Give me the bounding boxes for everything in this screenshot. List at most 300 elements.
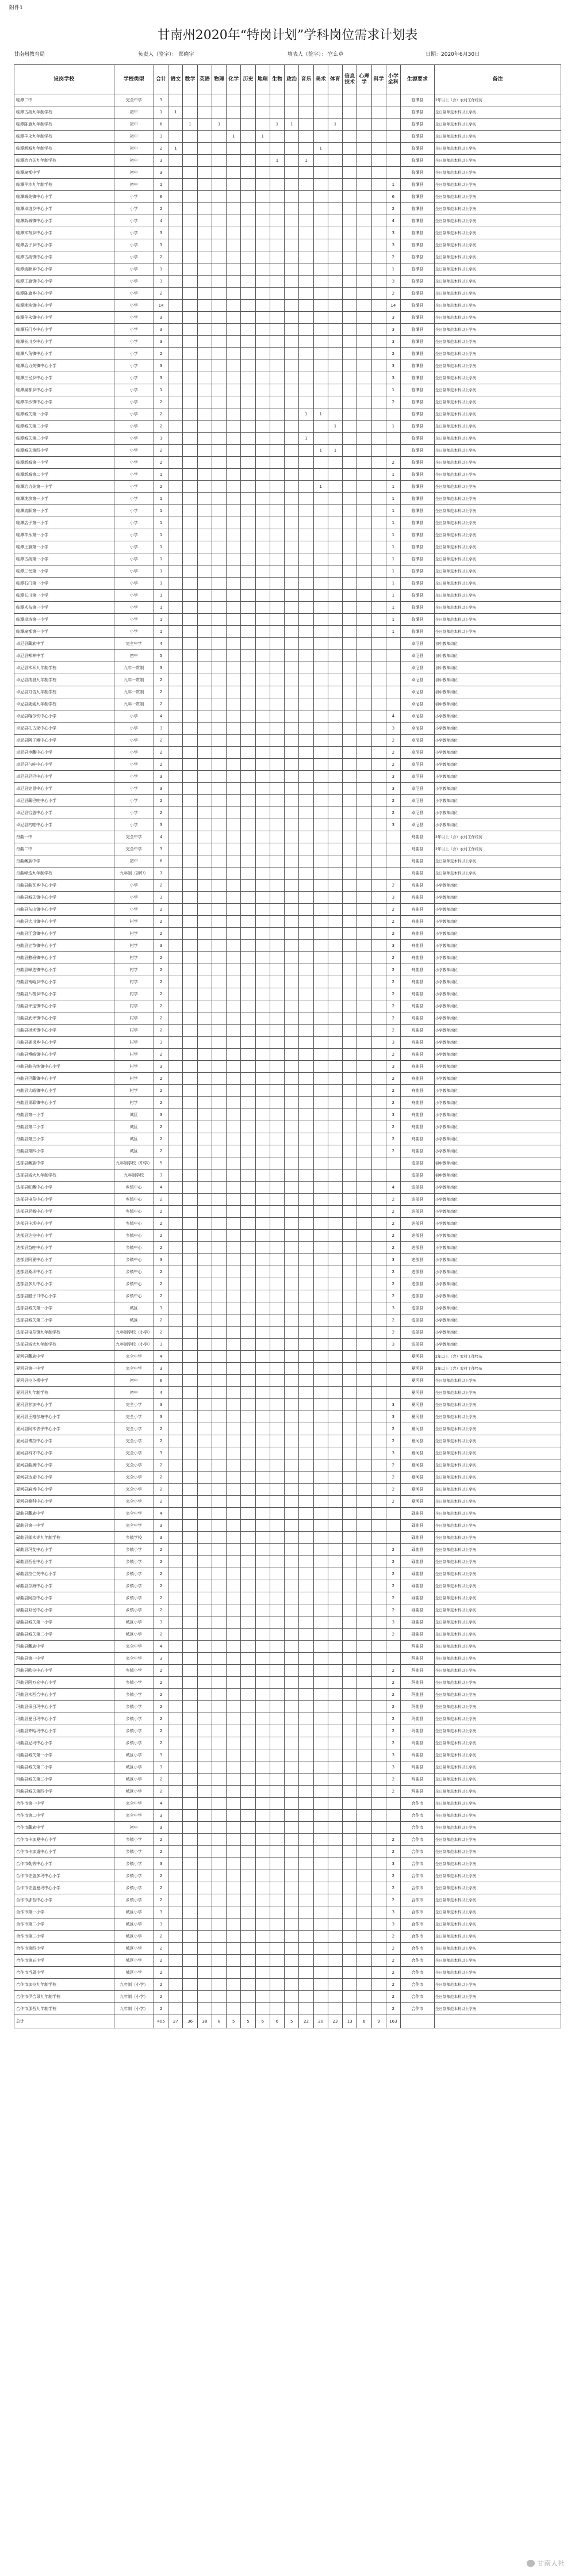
table-cell: 临潭县 [400, 408, 434, 421]
table-cell [328, 783, 342, 795]
table-cell [328, 650, 342, 662]
table-cell [183, 1314, 197, 1327]
table-cell [313, 1194, 328, 1206]
table-cell [183, 1870, 197, 1882]
table-cell [371, 662, 386, 674]
table-cell [328, 976, 342, 988]
school-cell: 碌曲县玛艾中心小学 [14, 1544, 114, 1556]
table-cell [241, 1435, 255, 1447]
table-cell [371, 1230, 386, 1242]
table-cell [212, 747, 226, 759]
table-cell [168, 1447, 183, 1459]
note-cell: 全日制师范本科以上学历 [434, 263, 561, 276]
table-cell [183, 1387, 197, 1399]
table-cell [299, 1931, 313, 1943]
table-cell [285, 1737, 299, 1749]
school-cell: 玛曲县城关第四小学 [14, 1786, 114, 1798]
table-cell [255, 1061, 270, 1073]
table-cell [357, 408, 371, 421]
table-cell: 乡镇中心 [114, 1266, 154, 1278]
table-cell [313, 565, 328, 578]
table-cell [371, 952, 386, 964]
table-cell [183, 1568, 197, 1580]
table-cell [212, 2003, 226, 2015]
table-cell [197, 1641, 212, 1653]
table-cell [371, 1459, 386, 1472]
table-cell [197, 771, 212, 783]
table-cell [343, 215, 357, 227]
table-cell [371, 1423, 386, 1435]
table-row [14, 614, 561, 626]
table-cell [285, 1979, 299, 1991]
table-cell [197, 119, 212, 131]
table-cell [183, 1798, 197, 1810]
table-cell [313, 1931, 328, 1943]
table-cell [183, 1810, 197, 1822]
school-cell: 夏河县王格尔塘中心小学 [14, 1411, 114, 1423]
table-cell: 城区小学 [114, 1931, 154, 1943]
table-cell [270, 1085, 284, 1097]
table-cell [197, 1508, 212, 1520]
table-cell [357, 493, 371, 505]
table-cell [313, 1351, 328, 1363]
table-row [14, 1761, 561, 1774]
table-cell [328, 1810, 342, 1822]
table-row [14, 1870, 561, 1882]
table-cell [328, 674, 342, 686]
table-cell: 2 [154, 759, 168, 771]
table-cell [241, 904, 255, 916]
table-cell [328, 1592, 342, 1604]
note-cell: 全日制师范本科以上学历 [434, 1411, 561, 1423]
table-cell [299, 1157, 313, 1169]
table-cell [328, 928, 342, 940]
school-cell: 临潭流顺第一小学 [14, 505, 114, 517]
table-row [14, 952, 561, 964]
table-cell [371, 1967, 386, 1979]
table-cell: 迭部县 [400, 1169, 434, 1182]
table-cell [197, 1737, 212, 1749]
table-cell: 2 [386, 1049, 400, 1061]
table-cell: 2 [154, 1786, 168, 1798]
table-row [14, 1411, 561, 1423]
table-cell [227, 215, 241, 227]
table-cell [371, 1194, 386, 1206]
table-cell [270, 1604, 284, 1616]
table-cell [241, 747, 255, 759]
table-cell [168, 710, 183, 723]
table-cell [313, 1423, 328, 1435]
table-cell [241, 976, 255, 988]
table-cell [183, 1472, 197, 1484]
table-cell [285, 336, 299, 348]
table-cell [183, 1846, 197, 1858]
table-cell [212, 1616, 226, 1629]
table-cell [343, 1894, 357, 1906]
column-header: 美术 [313, 65, 328, 94]
table-cell [357, 867, 371, 880]
table-cell [299, 1616, 313, 1629]
table-cell [299, 928, 313, 940]
table-cell [241, 143, 255, 155]
table-cell [197, 179, 212, 191]
table-cell: 3 [386, 239, 400, 251]
table-cell: 1 [183, 119, 197, 131]
note-cell: 小学教师岗位 [434, 1073, 561, 1085]
note-cell: 小学教师岗位 [434, 904, 561, 916]
table-cell [255, 783, 270, 795]
table-cell [255, 1532, 270, 1544]
table-cell [212, 384, 226, 396]
table-cell [285, 312, 299, 324]
school-cell: 临潭新城镇中心小学 [14, 215, 114, 227]
table-cell [313, 276, 328, 288]
table-cell [343, 227, 357, 239]
table-cell [270, 1931, 284, 1943]
table-cell [343, 167, 357, 179]
note-cell: 全日制师范本科以上学历 [434, 1991, 561, 2003]
table-cell: 临潭县 [400, 469, 434, 481]
table-cell [227, 1846, 241, 1858]
table-cell [285, 1037, 299, 1049]
table-row [14, 1556, 561, 1568]
table-cell: 玛曲县 [400, 1641, 434, 1653]
table-row [14, 1109, 561, 1121]
table-cell [357, 1749, 371, 1761]
table-cell [357, 1496, 371, 1508]
table-cell [197, 1882, 212, 1894]
table-cell [255, 1194, 270, 1206]
table-cell [227, 1327, 241, 1339]
school-cell: 合作市勒秀中心小学 [14, 1858, 114, 1870]
table-cell [183, 1532, 197, 1544]
table-cell: 2 [154, 1242, 168, 1254]
table-cell: 4 [154, 1798, 168, 1810]
table-cell [168, 1049, 183, 1061]
table-cell [270, 143, 284, 155]
table-cell: 9 [371, 2015, 386, 2028]
note-cell: 全日制师范本科以上学历 [434, 1447, 561, 1459]
table-cell: 163 [386, 2015, 400, 2028]
table-cell [270, 553, 284, 565]
table-cell [255, 1363, 270, 1375]
table-cell: 小学 [114, 759, 154, 771]
school-cell: 临潭城关第四小学 [14, 445, 114, 457]
table-cell: 迭部县 [400, 1242, 434, 1254]
table-cell: 1 [270, 155, 284, 167]
table-cell [241, 1580, 255, 1592]
table-cell [241, 1182, 255, 1194]
table-cell [299, 1133, 313, 1145]
table-cell: 临潭县 [400, 493, 434, 505]
table-row [14, 565, 561, 578]
table-cell [313, 771, 328, 783]
table-cell [357, 892, 371, 904]
table-row [14, 1592, 561, 1604]
table-cell [343, 1327, 357, 1339]
table-cell [328, 964, 342, 976]
table-cell [255, 1000, 270, 1012]
table-cell [371, 638, 386, 650]
table-cell [183, 1774, 197, 1786]
table-cell [197, 493, 212, 505]
table-cell [357, 263, 371, 276]
table-cell: 3 [386, 336, 400, 348]
table-cell: 2 [154, 1725, 168, 1737]
table-cell [343, 94, 357, 106]
table-cell [343, 131, 357, 143]
table-cell [299, 1532, 313, 1544]
table-cell [357, 251, 371, 263]
table-cell [328, 106, 342, 119]
table-cell [313, 1846, 328, 1858]
table-cell [270, 1254, 284, 1266]
table-cell: 3 [154, 1918, 168, 1931]
table-cell [328, 1846, 342, 1858]
table-row [14, 1339, 561, 1351]
table-row [14, 239, 561, 251]
table-cell: 1 [313, 143, 328, 155]
table-cell: 临潭县 [400, 106, 434, 119]
table-cell: 2 [386, 1604, 400, 1616]
table-row [14, 916, 561, 928]
table-cell: 2 [386, 1846, 400, 1858]
table-cell [299, 1049, 313, 1061]
table-cell [227, 1641, 241, 1653]
school-cell: 临潭二中 [14, 94, 114, 106]
table-cell [255, 1822, 270, 1834]
school-cell: 舟曲县第三小学 [14, 1133, 114, 1145]
table-cell [212, 1133, 226, 1145]
table-cell [241, 155, 255, 167]
table-cell [357, 1061, 371, 1073]
table-cell [183, 1145, 197, 1157]
table-cell [197, 1411, 212, 1423]
table-cell [197, 1109, 212, 1121]
table-cell [357, 1701, 371, 1713]
table-row [14, 541, 561, 553]
table-row [14, 1568, 561, 1580]
table-cell [343, 686, 357, 698]
table-cell: 完全中学 [114, 1798, 154, 1810]
table-row [14, 1375, 561, 1387]
table-cell: 2 [154, 1834, 168, 1846]
table-cell: 舟曲县 [400, 880, 434, 892]
table-cell [183, 263, 197, 276]
table-cell: 2 [154, 1629, 168, 1641]
table-cell: 2 [386, 1290, 400, 1302]
table-cell [328, 1194, 342, 1206]
table-cell [285, 348, 299, 360]
table-cell [255, 759, 270, 771]
table-cell: 3 [154, 372, 168, 384]
table-cell: 碌曲县 [400, 1568, 434, 1580]
table-cell [343, 1145, 357, 1157]
table-cell [168, 1435, 183, 1447]
table-cell [168, 1012, 183, 1025]
table-row [14, 650, 561, 662]
table-cell [328, 1012, 342, 1025]
table-cell [299, 445, 313, 457]
table-cell [371, 396, 386, 408]
table-cell [313, 759, 328, 771]
table-cell [343, 1169, 357, 1182]
table-cell [313, 1097, 328, 1109]
table-cell [197, 517, 212, 529]
table-cell [328, 1713, 342, 1725]
table-cell [313, 1774, 328, 1786]
table-cell: 临潭县 [400, 396, 434, 408]
note-cell: 全日制师范本科以上学历 [434, 1616, 561, 1629]
table-cell [197, 1713, 212, 1725]
table-cell: 城区小学 [114, 1967, 154, 1979]
table-cell [168, 1025, 183, 1037]
table-cell [313, 904, 328, 916]
table-row [14, 1169, 561, 1182]
table-cell [299, 626, 313, 638]
table-cell [270, 1182, 284, 1194]
table-cell [270, 1761, 284, 1774]
table-cell [270, 1810, 284, 1822]
table-cell: 2 [386, 1979, 400, 1991]
table-cell [285, 360, 299, 372]
table-cell: 城区小学 [114, 1774, 154, 1786]
table-cell [241, 843, 255, 855]
table-cell [241, 1943, 255, 1955]
note-cell: 小学教师岗位 [434, 1218, 561, 1230]
table-cell [227, 553, 241, 565]
table-cell [183, 698, 197, 710]
table-cell [227, 517, 241, 529]
table-cell [328, 614, 342, 626]
table-cell [255, 372, 270, 384]
table-cell [168, 928, 183, 940]
table-body [14, 94, 561, 2028]
table-cell [212, 336, 226, 348]
table-cell [371, 1496, 386, 1508]
table-cell [313, 795, 328, 807]
table-cell [343, 396, 357, 408]
table-cell: 3 [386, 227, 400, 239]
table-cell [241, 1133, 255, 1145]
school-cell: 卓尼县木耳九年制学校 [14, 662, 114, 674]
table-cell [285, 988, 299, 1000]
table-cell [285, 807, 299, 819]
table-cell [328, 1339, 342, 1351]
table-cell: 卓尼县 [400, 795, 434, 807]
table-cell: 小学 [114, 276, 154, 288]
table-cell: 2 [154, 1278, 168, 1290]
table-cell: 临潭县 [400, 300, 434, 312]
table-cell [270, 892, 284, 904]
table-cell [328, 1459, 342, 1472]
table-cell [343, 1798, 357, 1810]
table-cell: 22 [299, 2015, 313, 2028]
table-cell [241, 251, 255, 263]
table-cell [197, 1955, 212, 1967]
table-cell [212, 759, 226, 771]
table-cell [241, 1592, 255, 1604]
table-cell: 小学 [114, 384, 154, 396]
table-cell: 乡镇小学 [114, 1725, 154, 1737]
table-cell: 临潭县 [400, 251, 434, 263]
table-cell [299, 1278, 313, 1290]
table-cell: 合作市 [400, 1846, 434, 1858]
table-cell [299, 578, 313, 590]
table-cell: 2 [386, 1266, 400, 1278]
note-cell: 全日制师范本科以上学历 [434, 1931, 561, 1943]
table-cell [386, 674, 400, 686]
table-cell [343, 1520, 357, 1532]
table-cell: 2 [386, 916, 400, 928]
note-cell: 初中教师岗位 [434, 698, 561, 710]
table-cell: 舟曲县 [400, 1037, 434, 1049]
table-cell [197, 698, 212, 710]
table-cell [328, 1314, 342, 1327]
table-cell [343, 867, 357, 880]
table-cell: 8 [212, 2015, 226, 2028]
table-cell: 玛曲县 [400, 1653, 434, 1665]
school-cell: 合作市第二小学 [14, 1918, 114, 1931]
table-cell [227, 1798, 241, 1810]
table-cell [371, 239, 386, 251]
table-cell [371, 1689, 386, 1701]
table-cell: 1 [154, 578, 168, 590]
school-cell: 舟曲二中 [14, 843, 114, 855]
table-cell [241, 1858, 255, 1870]
school-cell: 迭部县阿夏中心小学 [14, 1254, 114, 1266]
table-cell: 夏河县 [400, 1363, 434, 1375]
table-cell [212, 614, 226, 626]
table-cell [299, 227, 313, 239]
table-cell [343, 1918, 357, 1931]
table-row [14, 892, 561, 904]
table-cell [212, 698, 226, 710]
table-cell [168, 940, 183, 952]
table-cell [168, 1544, 183, 1556]
table-cell [313, 1580, 328, 1592]
table-cell: 碌曲县 [400, 1580, 434, 1592]
table-cell [299, 106, 313, 119]
table-cell [255, 916, 270, 928]
table-cell [183, 819, 197, 831]
table-cell: 2 [386, 1568, 400, 1580]
table-cell [212, 904, 226, 916]
table-cell [343, 1435, 357, 1447]
table-cell [357, 1931, 371, 1943]
table-cell [212, 807, 226, 819]
school-cell: 卓尼县勺哇中心小学 [14, 759, 114, 771]
table-cell [168, 1278, 183, 1290]
table-cell: 2 [386, 1097, 400, 1109]
table-cell [313, 1375, 328, 1387]
table-cell: 1 [386, 553, 400, 565]
table-cell [270, 1121, 284, 1133]
table-cell [328, 638, 342, 650]
table-cell: 2 [154, 1544, 168, 1556]
school-cell: 临潭城关镇中心小学 [14, 191, 114, 203]
table-cell [255, 1314, 270, 1327]
table-cell: 临潭县 [400, 481, 434, 493]
note-cell: 小学教师岗位 [434, 710, 561, 723]
school-cell: 舟曲县憨班镇中心小学 [14, 952, 114, 964]
table-cell [227, 1363, 241, 1375]
watermark-text: 甘南人社 [536, 2559, 565, 2567]
table-cell [183, 227, 197, 239]
table-cell [212, 1169, 226, 1182]
table-cell [313, 1665, 328, 1677]
table-cell [386, 650, 400, 662]
